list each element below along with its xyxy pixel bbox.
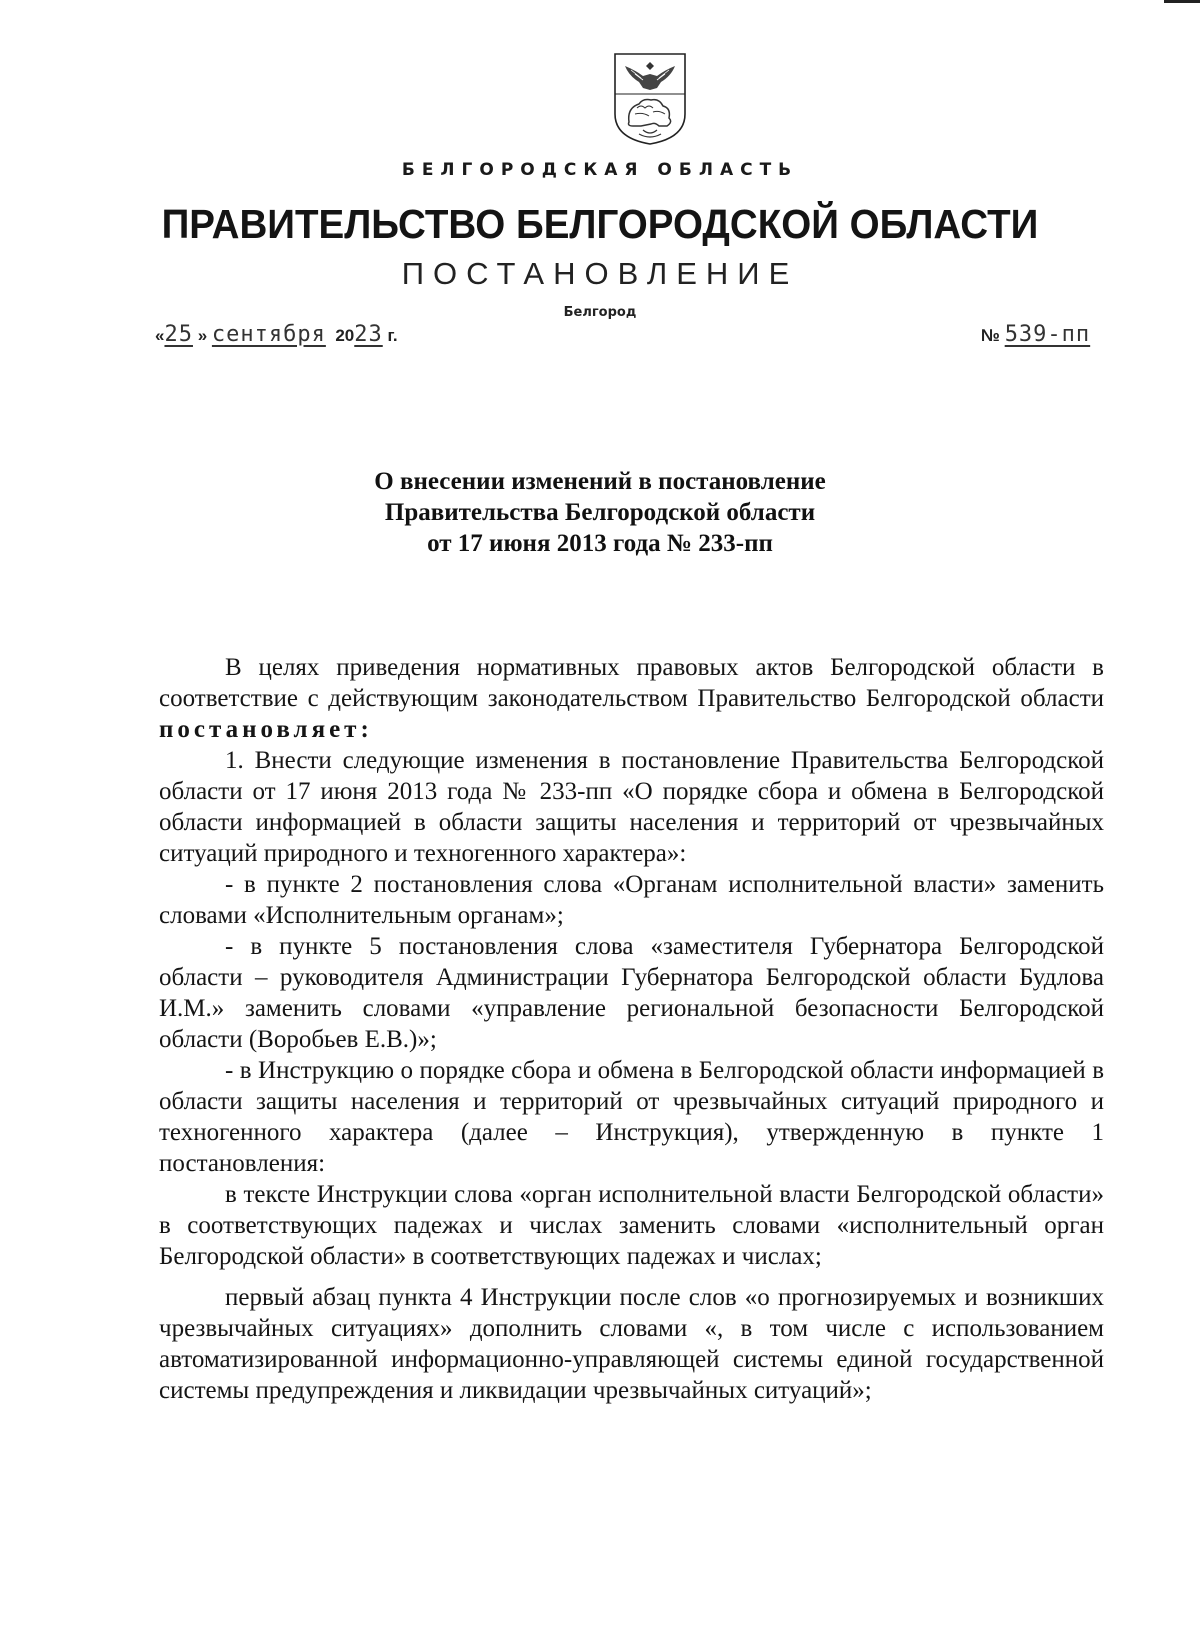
title-line-2: Правительства Белгородской области — [384, 499, 816, 526]
paragraph-preamble — [159, 652, 1104, 745]
date-close-quote: » — [197, 326, 208, 345]
date-year-suffix: 23 — [354, 322, 383, 347]
preamble-emphasis: постановляет: — [159, 716, 373, 743]
date-year-mark: г. — [387, 326, 398, 345]
document-title — [0, 466, 1200, 559]
document-body — [159, 652, 1104, 1406]
date-month: сентября — [211, 322, 326, 347]
date-day: 25 — [164, 322, 193, 347]
decree-number — [981, 322, 1090, 347]
paragraph-item-1-point-5: - в пункте 5 постановления слова «заместителя Губернатора Белгородской области – руководителя Администрации Губернатора Белгородской области Будлова И.М.» заменить словами «управление региональной безопасности Белгородской области (Воробьев Е.В.)»; — [159, 933, 1104, 1053]
paragraph-item-1: 1. Внести следующие изменения в постановление Правительства Белгородской области от 17 июня 2013 года № 233-пп «О порядке сбора и обмена в Белгородской области информацией в области защиты населения и территорий от чрезвычайных ситуаций природного и техногенного характера»: — [159, 747, 1104, 867]
number-label: № — [981, 326, 1000, 345]
decree-date — [155, 322, 398, 347]
paragraph-item-1-point-2: - в пункте 2 постановления слова «Органам исполнительной власти» заменить словами «Исполнительным органам»; — [159, 871, 1104, 929]
region-heading: БЕЛГОРОДСКАЯ ОБЛАСТЬ — [401, 160, 799, 180]
scan-edge-mark — [1164, 0, 1200, 3]
decree-heading: ПОСТАНОВЛЕНИЕ — [401, 256, 799, 291]
number-value: 539-пп — [1004, 322, 1091, 347]
date-year-prefix: 20 — [335, 326, 355, 345]
paragraph-item-1-instruction: - в Инструкцию о порядке сбора и обмена в Белгородской области информацией в области защиты населения и территорий от чрезвычайных ситуаций природного и техногенного характера (далее – Инструкция), утвержденную в пункте 1 постановления: — [159, 1057, 1104, 1177]
date-open-quote: « — [155, 326, 165, 345]
city-label: Белгород — [563, 305, 637, 320]
title-line-3: от 17 июня 2013 года № 233-пп — [427, 530, 773, 557]
paragraph-instruction-text: в тексте Инструкции слова «орган исполнительной власти Белгородской области» в соответствующих падежах и числах заменить словами «исполнительный орган Белгородской области» в соответствующих падежах и числах; — [159, 1181, 1104, 1270]
title-line-1: О внесении изменений в постановление — [374, 468, 826, 495]
coat-of-arms-icon — [613, 52, 687, 146]
government-heading: ПРАВИТЕЛЬСТВО БЕЛГОРОДСКОЙ ОБЛАСТИ — [161, 201, 1039, 247]
preamble-text: В целях приведения нормативных правовых актов Белгородской области в соответствие с действующим законодательством Правительство Белгородской области — [159, 654, 1104, 712]
paragraph-instruction-point-4: первый абзац пункта 4 Инструкции после слов «о прогнозируемых и возникших чрезвычайных ситуациях» дополнить словами «, в том числе с использованием автоматизированной информационно-управляющей системы единой государственной системы предупреждения и ликвидации чрезвычайных ситуаций»; — [159, 1284, 1104, 1404]
